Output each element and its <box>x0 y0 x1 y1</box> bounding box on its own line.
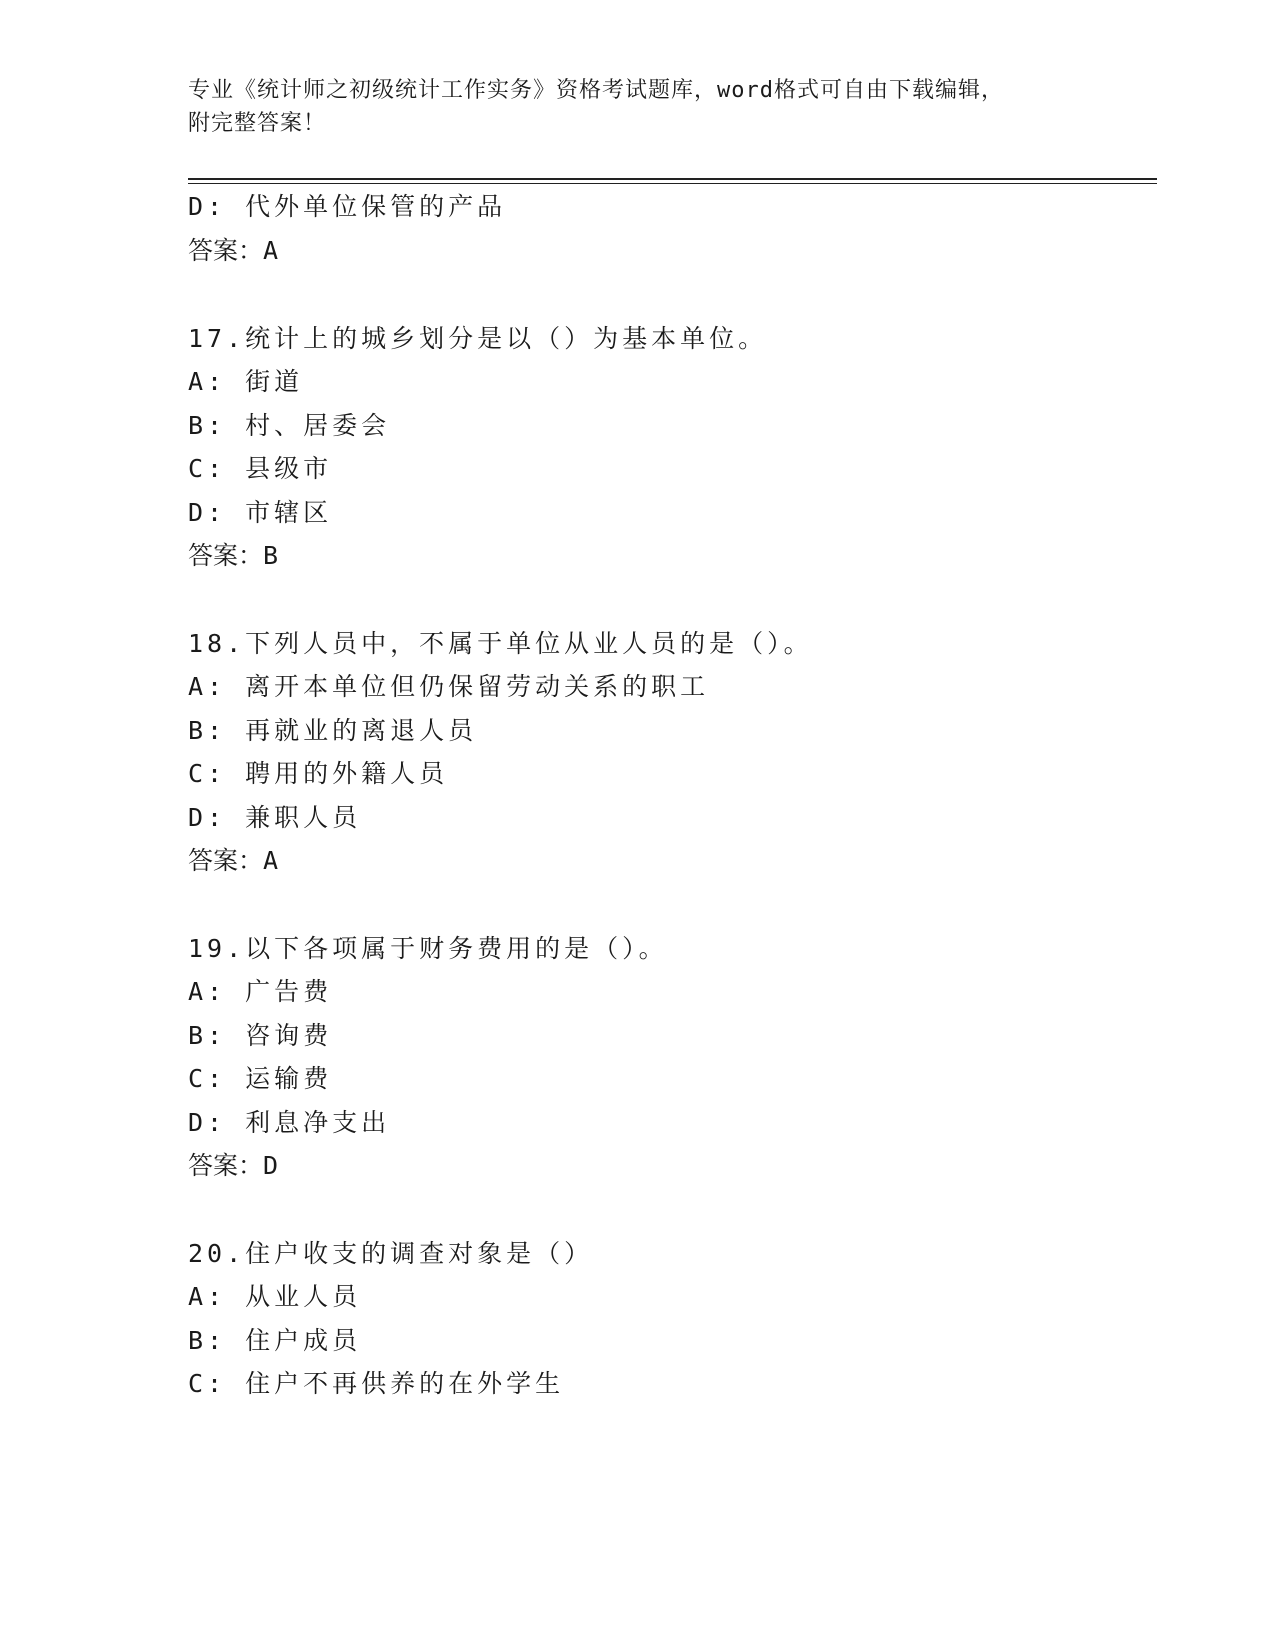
answer-value: A <box>263 236 279 265</box>
question-19-stem: 19.以下各项属于财务费用的是（）。 <box>188 934 668 963</box>
question-18-option-c: C: 聘用的外籍人员 <box>188 759 449 788</box>
answer-value: A <box>263 846 279 875</box>
answer-label: 答案： <box>188 846 264 875</box>
question-18-option-b: B: 再就业的离退人员 <box>188 716 478 745</box>
question-20-option-c: C: 住户不再供养的在外学生 <box>188 1369 565 1398</box>
question-20-stem: 20.住户收支的调查对象是（） <box>188 1239 594 1268</box>
question-18-option-a: A: 离开本单位但仍保留劳动关系的职工 <box>188 672 710 701</box>
question-17-answer <box>188 540 278 572</box>
answer-label: 答案： <box>188 541 264 570</box>
question-17-option-b: B: 村、居委会 <box>188 411 391 440</box>
question-17-stem: 17.统计上的城乡划分是以（）为基本单位。 <box>188 324 768 353</box>
question-17-option-d: D: 市辖区 <box>188 498 333 527</box>
question-19-option-a: A: 广告费 <box>188 977 333 1006</box>
question-17-option-a: A: 街道 <box>188 367 304 396</box>
question-18-answer <box>188 845 278 877</box>
answer-value: B <box>263 541 279 570</box>
answer-value: D <box>263 1151 279 1180</box>
question-18-option-d: D: 兼职人员 <box>188 803 362 832</box>
header-divider-thick <box>188 178 1157 180</box>
document-header <box>188 74 1088 140</box>
answer-label: 答案： <box>188 1151 264 1180</box>
question-17-option-c: C: 县级市 <box>188 454 333 483</box>
answer-label: 答案： <box>188 236 264 265</box>
question-20-option-b: B: 住户成员 <box>188 1326 362 1355</box>
prev-option-d: D: 代外单位保管的产品 <box>188 192 507 221</box>
question-18-stem: 18.下列人员中，不属于单位从业人员的是（）。 <box>188 629 813 658</box>
header-line-1: 专业《统计师之初级统计工作实务》资格考试题库，word格式可自由下载编辑， <box>188 78 1004 103</box>
prev-answer <box>188 235 278 267</box>
question-19-answer <box>188 1150 278 1182</box>
question-19-option-d: D: 利息净支出 <box>188 1108 391 1137</box>
question-20-option-a: A: 从业人员 <box>188 1282 362 1311</box>
question-19-option-c: C: 运输费 <box>188 1064 333 1093</box>
header-line-2: 附完整答案！ <box>188 111 327 136</box>
question-19-option-b: B: 咨询费 <box>188 1021 333 1050</box>
header-divider-thin <box>188 183 1157 184</box>
